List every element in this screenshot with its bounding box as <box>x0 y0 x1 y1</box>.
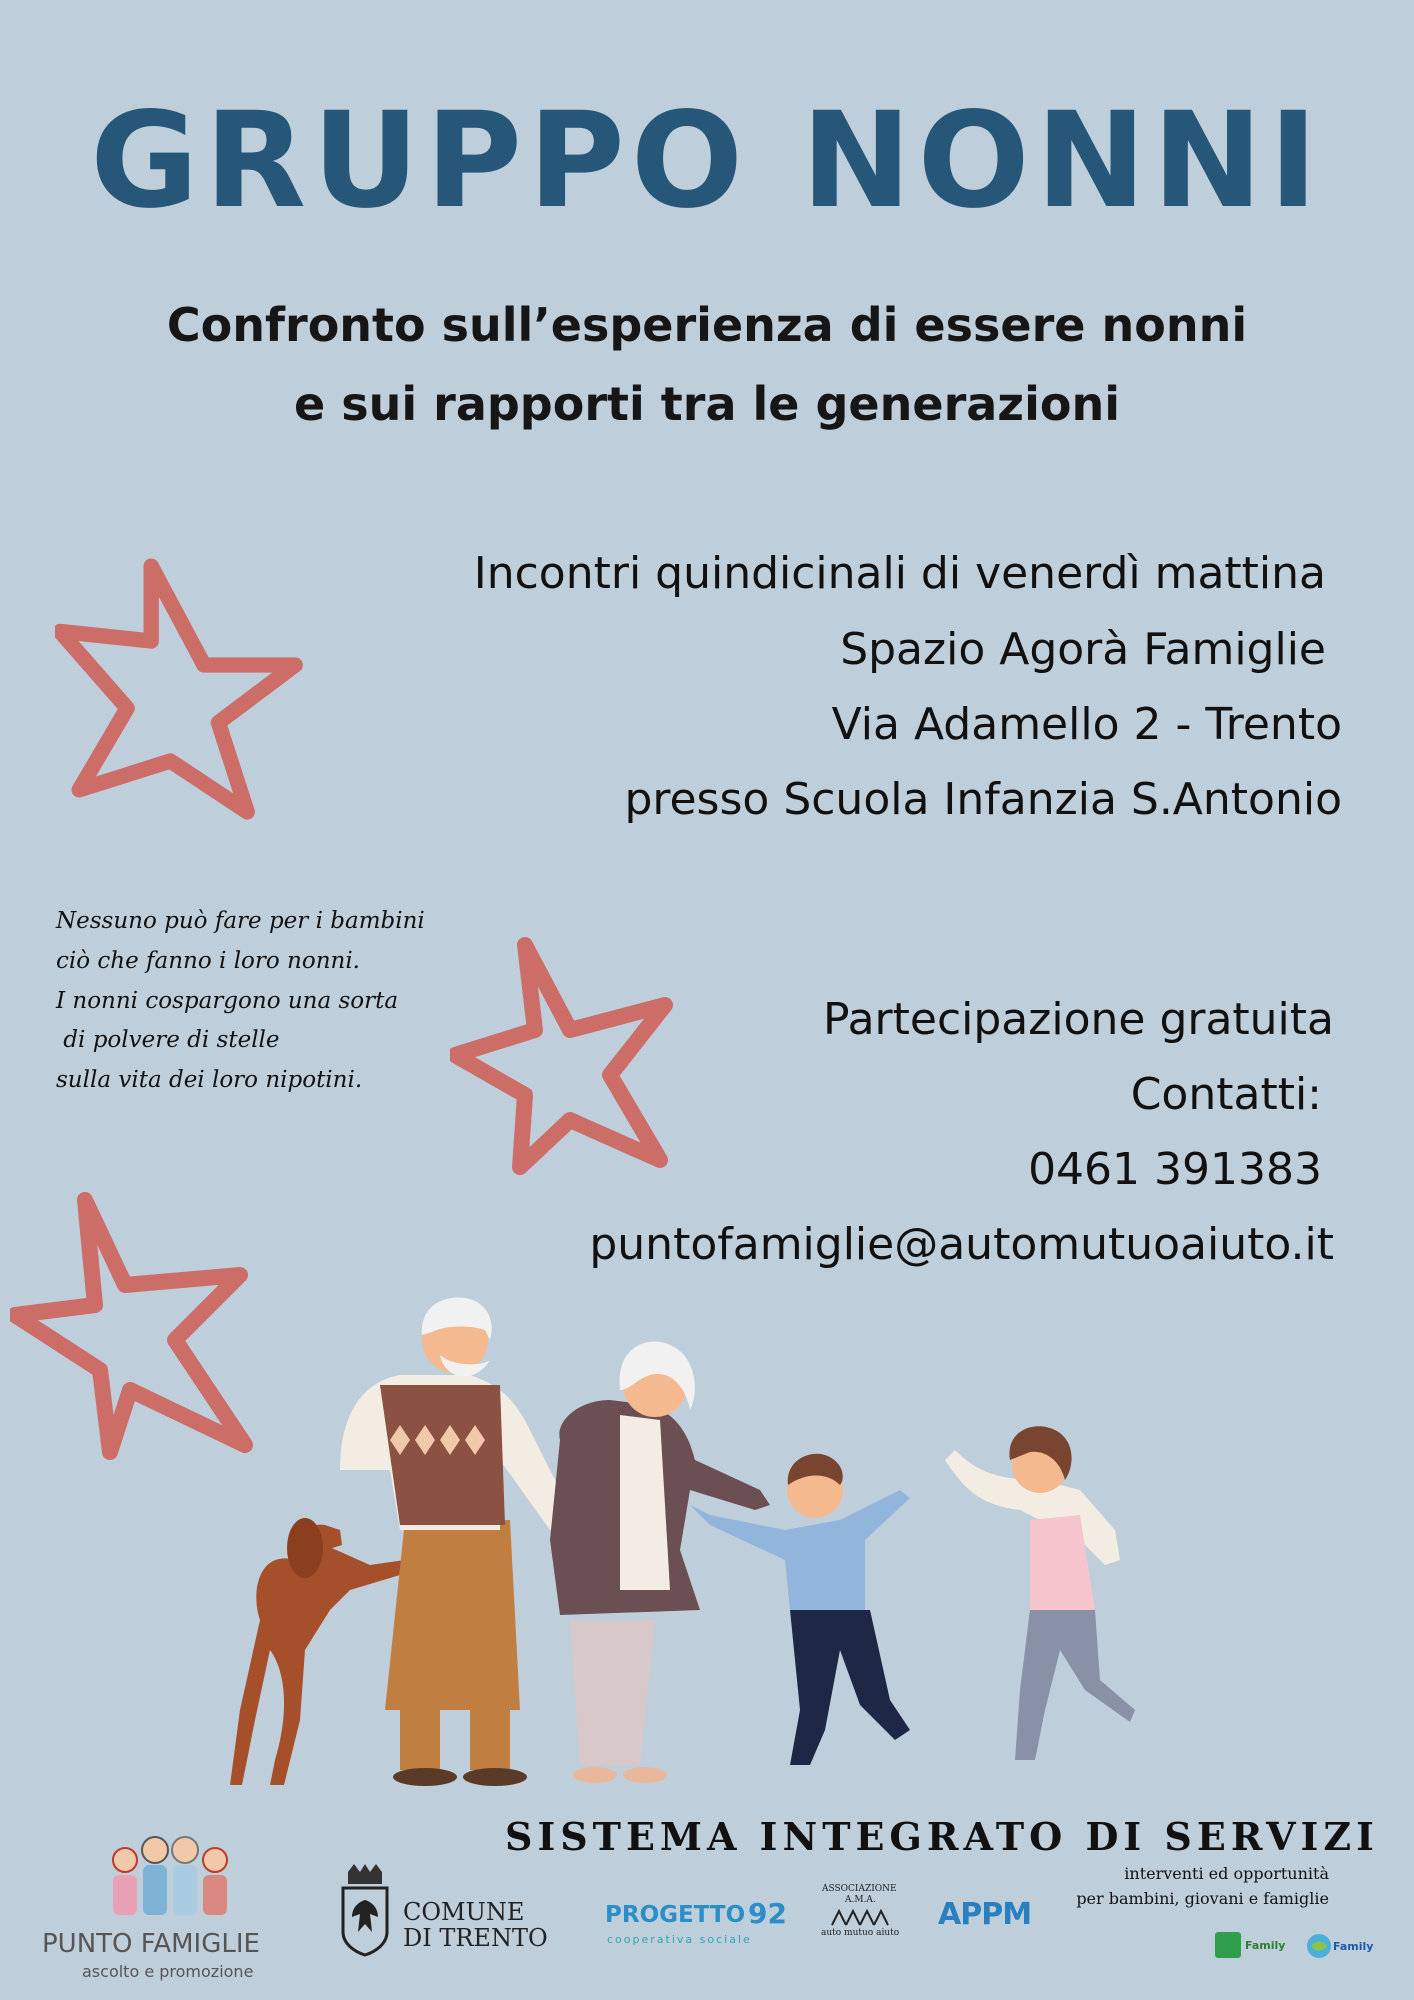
punto-famiglie-tagline: ascolto e promozione <box>82 1962 254 1981</box>
quote-line: di polvere di stelle <box>56 1027 280 1053</box>
distretto-badge-icon <box>1215 1932 1241 1958</box>
family-text: Family <box>1333 1940 1374 1953</box>
footer-title: SISTEMA INTEGRATO DI SERVIZI <box>505 1814 1379 1859</box>
quote-line: Nessuno può fare per i bambini <box>56 908 425 934</box>
dog-figure <box>230 1518 405 1785</box>
distretto-family-logo <box>1215 1930 1285 1960</box>
venue-text: Spazio Agorà Famiglie <box>840 624 1326 675</box>
quote-line: I nonni cospargono una sorta <box>56 988 399 1014</box>
location-text: presso Scuola Infanzia S.Antonio <box>624 774 1342 825</box>
quote-line: sulla vita dei loro nipotini. <box>56 1067 363 1093</box>
footer-subtitle-1: interventi ed opportunità <box>1124 1864 1329 1883</box>
comune-line-1: COMUNE <box>403 1898 525 1926</box>
coat-of-arms-icon <box>340 1862 390 1957</box>
poster-title: GRUPPO NONNI <box>90 84 1324 238</box>
subtitle-line-2: e sui rapporti tra le generazioni <box>294 377 1120 431</box>
comune-trento-logo <box>340 1862 560 1962</box>
phone-number: 0461 391383 <box>1028 1144 1322 1195</box>
star-icon <box>450 935 680 1175</box>
email-address: puntofamiglie@automutuoaiuto.it <box>589 1219 1334 1270</box>
appm-logo: APPM <box>938 1897 1032 1932</box>
subtitle-line-1: Confronto sull’esperienza di essere nonni <box>166 298 1248 352</box>
star-icon <box>55 540 315 830</box>
family-globe-icon <box>1305 1932 1333 1960</box>
contacts-label: Contatti: <box>1130 1069 1322 1120</box>
family-illustration <box>200 1290 1260 1790</box>
punto-famiglie-name: PUNTO FAMIGLIE <box>42 1929 260 1959</box>
distretto-text: Family <box>1245 1939 1286 1952</box>
footer-subtitle-2: per bambini, giovani e famiglie <box>1076 1889 1329 1908</box>
ama-logo <box>815 1885 915 1945</box>
people-icon <box>827 1907 897 1927</box>
quote-line: ciò che fanno i loro nonni. <box>56 948 360 974</box>
grandfather-figure <box>340 1297 570 1786</box>
grandmother-figure <box>550 1341 770 1783</box>
ama-top-text: ASSOCIAZIONE <box>822 1884 897 1894</box>
family-group-icon <box>95 1825 245 1925</box>
ama-bottom-text: auto mutuo aiuto <box>821 1928 900 1938</box>
schedule-text: Incontri quindicinali di venerdì mattina <box>473 548 1326 599</box>
boy-figure <box>690 1454 910 1765</box>
fee-text: Partecipazione gratuita <box>823 994 1334 1045</box>
comune-line-2: DI TRENTO <box>403 1924 548 1952</box>
ama-mid-text: A.M.A. <box>845 1895 876 1905</box>
progetto92-logo <box>605 1897 787 1950</box>
address-text: Via Adamello 2 - Trento <box>831 699 1342 750</box>
girl-figure <box>945 1426 1135 1760</box>
progetto-word: PROGETTO <box>605 1902 746 1928</box>
progetto-tagline: cooperativa sociale <box>607 1933 752 1946</box>
family-logo <box>1305 1932 1374 1962</box>
progetto-number: 92 <box>748 1897 787 1930</box>
punto-famiglie-logo <box>30 1825 305 1985</box>
